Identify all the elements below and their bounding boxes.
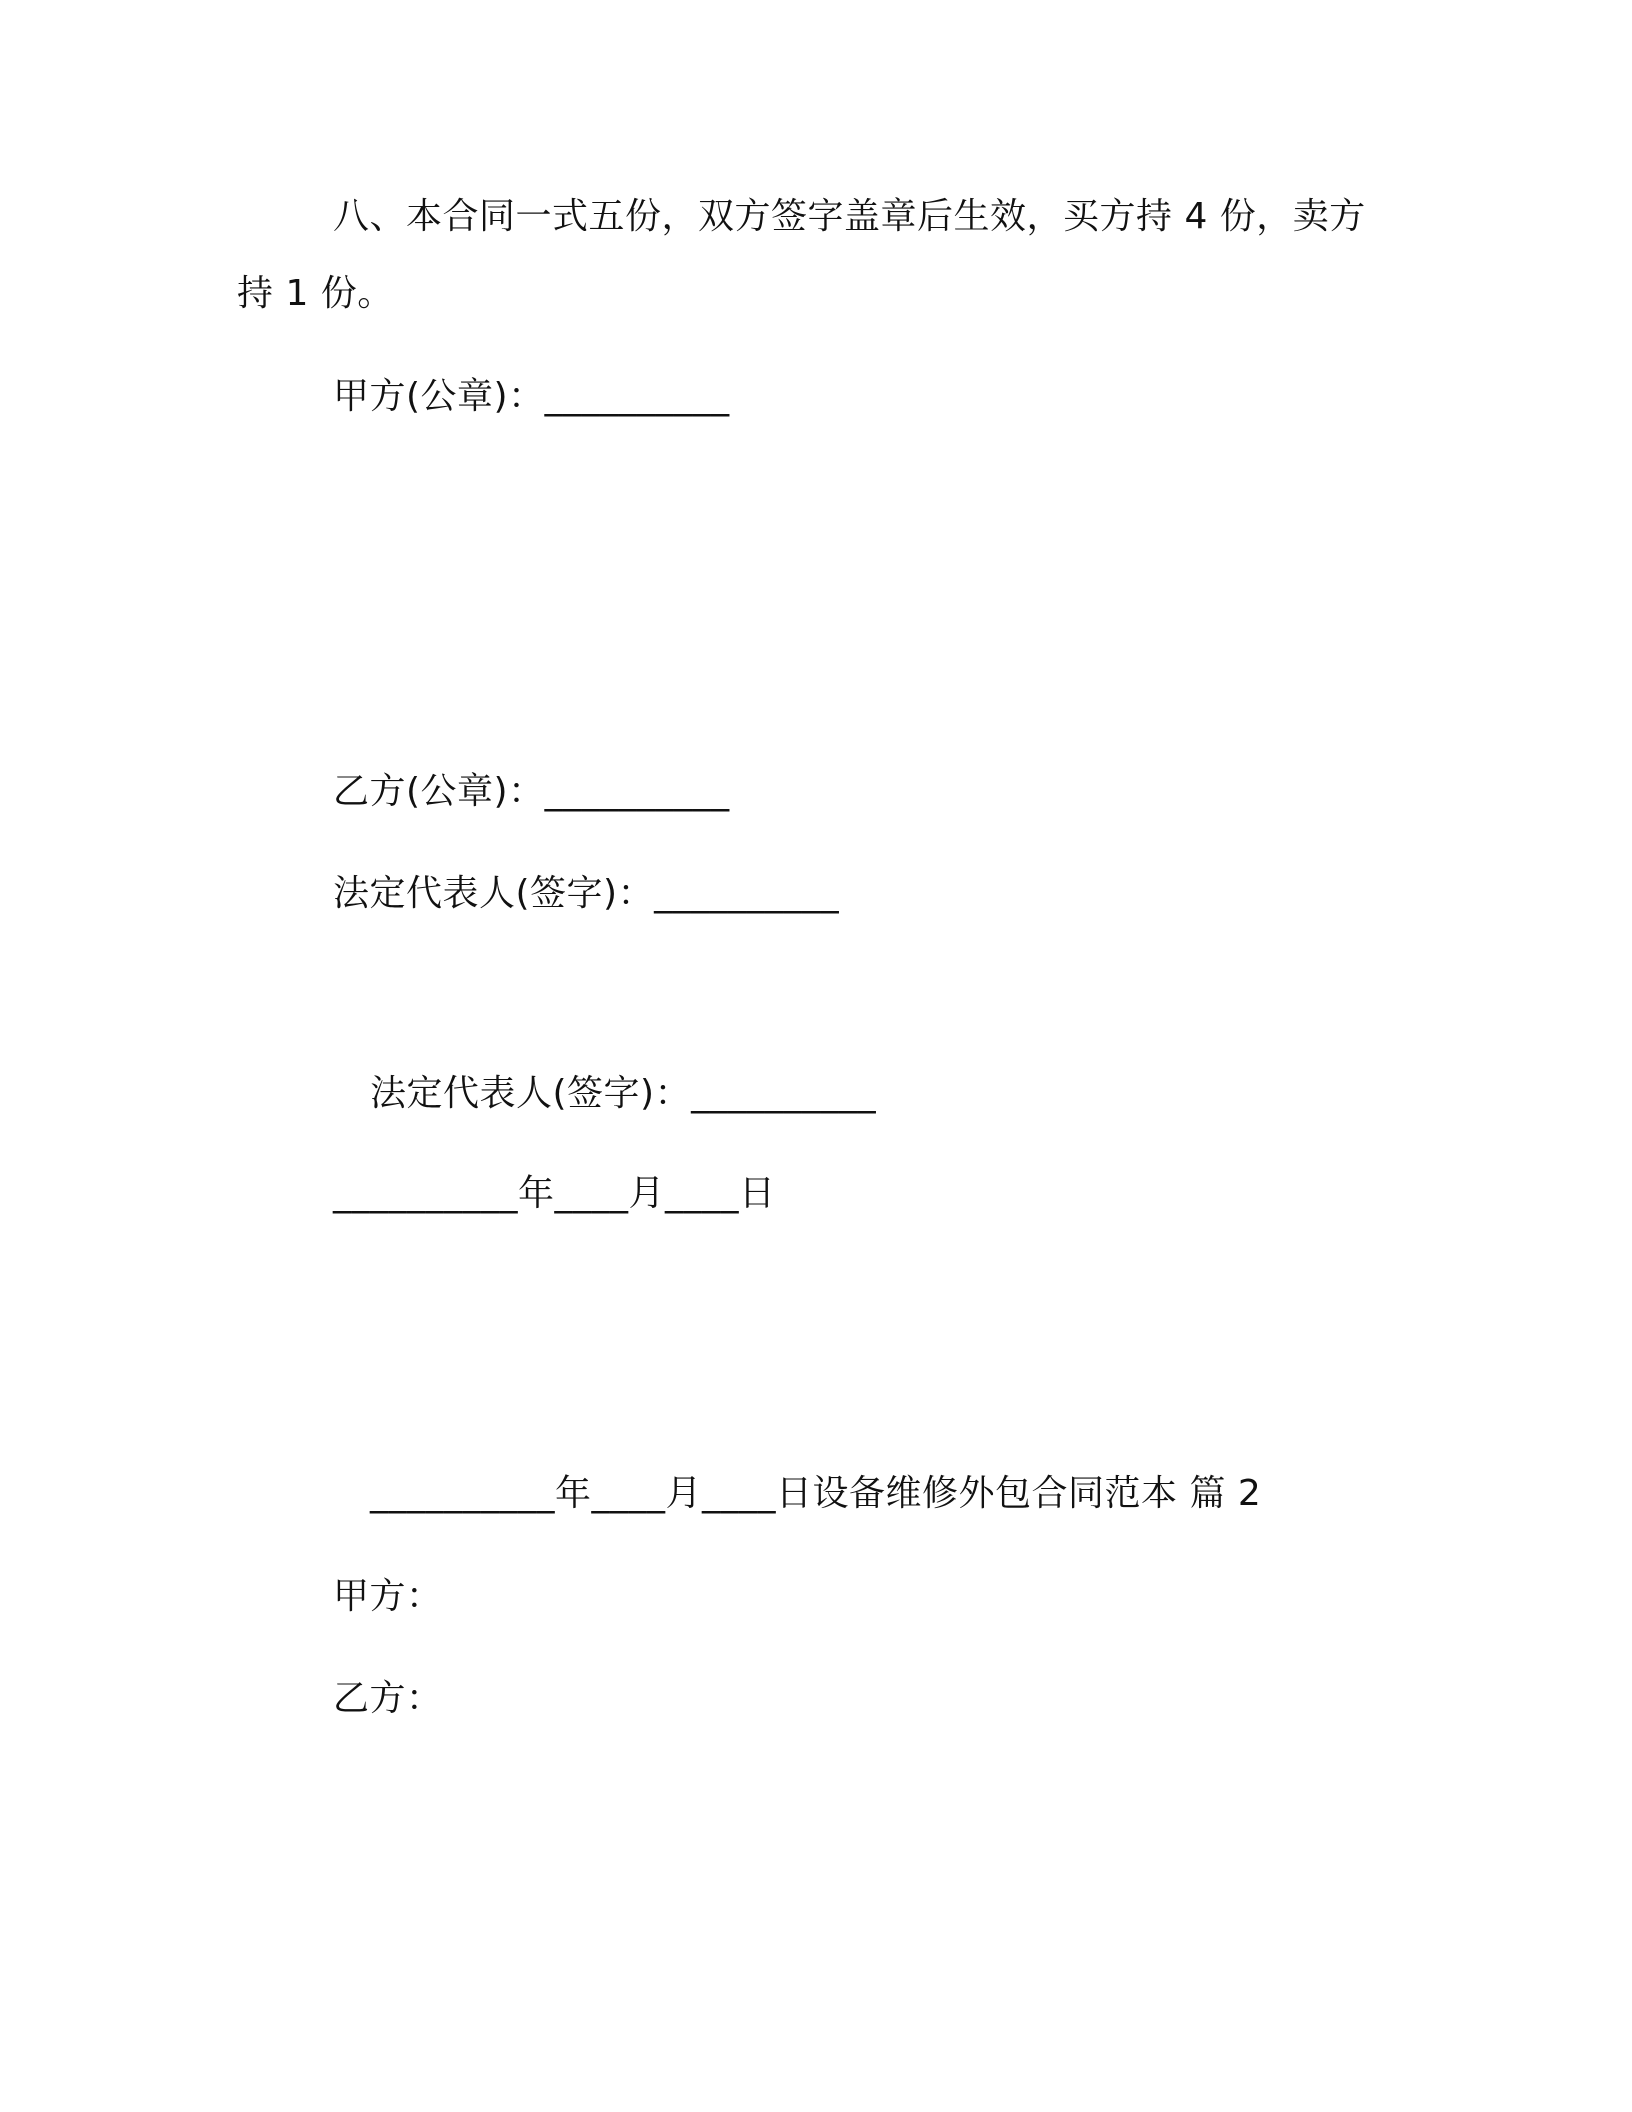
section-2-heading: __________年____月____日设备维修外包合同范本 篇 2 [370,1473,1262,1514]
date-line: __________年____月____日 [333,1173,776,1214]
legal-representative-line-1: 法定代表人(签字)：__________ [333,873,840,914]
party-a-seal-line: 甲方(公章)：__________ [333,376,730,417]
party-b-seal-line: 乙方(公章)：__________ [333,771,730,812]
party-b-label: 乙方： [333,1678,443,1719]
clause-8-line-2: 持 1 份。 [237,273,394,314]
legal-representative-line-2: 法定代表人(签字)：__________ [370,1073,877,1114]
party-a-label: 甲方： [333,1576,443,1617]
clause-8-line-1: 八、本合同一式五份，双方签字盖章后生效，买方持 4 份，卖方 [333,196,1366,237]
